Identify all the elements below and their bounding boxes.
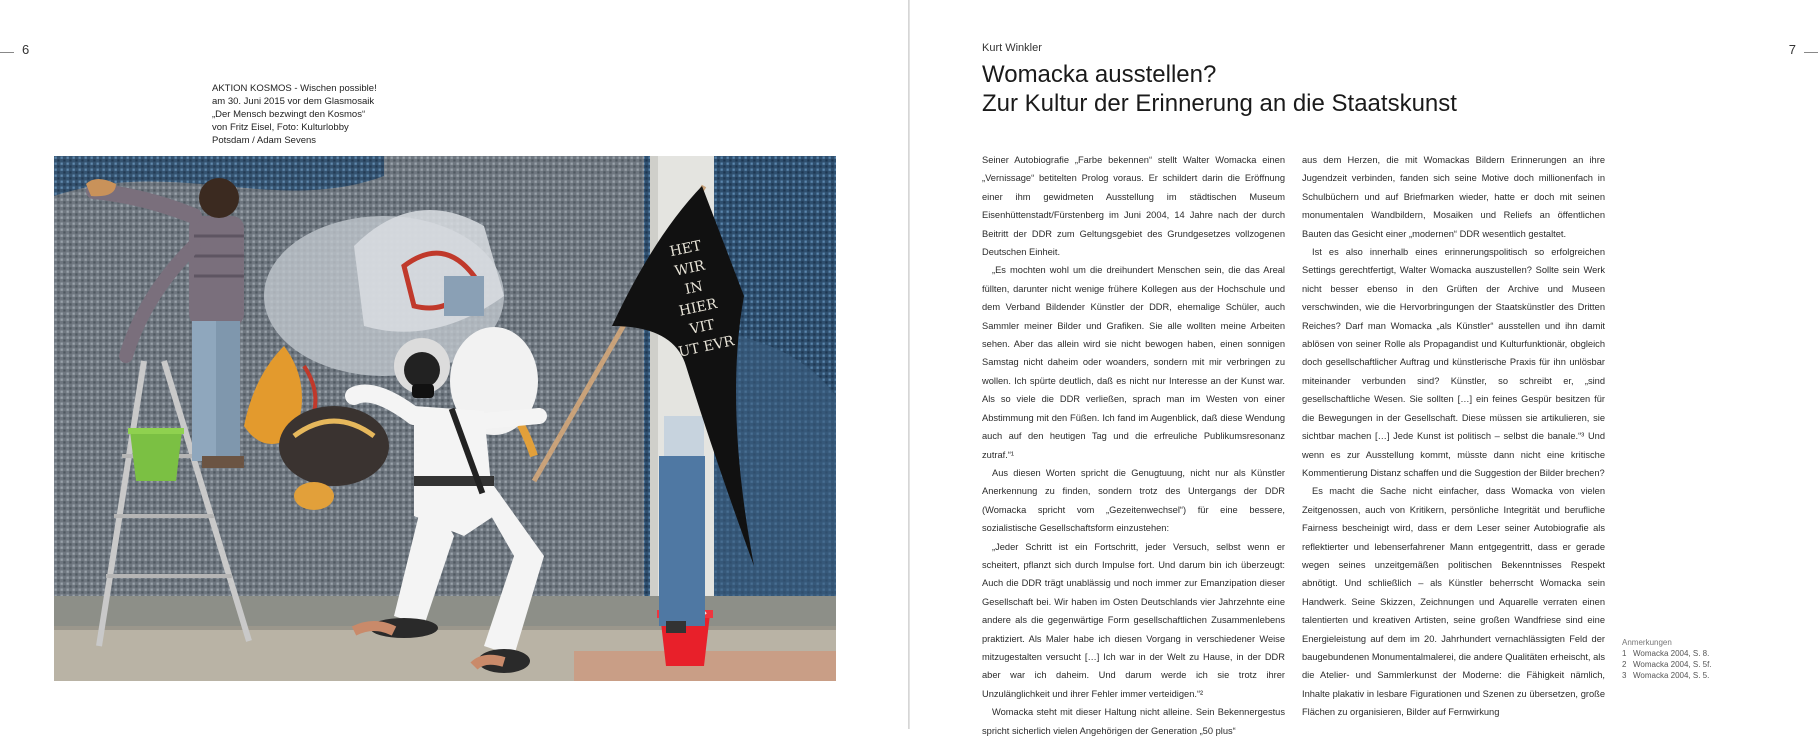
footnote: [1622, 670, 1742, 681]
caption-line: Potsdam / Adam Sevens: [212, 135, 317, 146]
flag-text-line: WIR: [673, 257, 707, 280]
paragraph: Es macht die Sache nicht einfacher, dass Womacka von vielen Zeitgenossen, auch von Kritikern, persönliche Integrität und berufliche Fairness bescheinigt wird, dass er dem Leser seiner Autobiografie als reflektierter und lebenserfahrener Mann entgegentritt, dass er gerade wegen seines unzeitgemäßen politischen Bekenntnisses Respekt abnötigt. Und schließlich – als Künstler beherrscht Womacka sein Handwerk. Seine Skizzen, Zeichnungen und Aquarelle verraten einen talentierten und kreativen Artisten, seine großen Wandfriese sind eine Energieleistung auf dem im 20. Jahrhundert vernachlässigten Feld der baugebundenen Monumentalmalerei, die andere Qualitäten erheischt, als die Atelier- und Sammlerkunst der Moderne: die Fähigkeit nämlich, Inhalte plakativ in lesbare Figurationen und Szenen zu übersetzen, große Flächen zu organisieren, Bilder auf Fernwirkung: [1302, 486, 1605, 718]
footnotes: [1622, 637, 1742, 681]
flag-text-line: IN: [683, 278, 705, 298]
flag-text-line: HET: [668, 237, 703, 261]
footnote-text: Womacka 2004, S. 5f.: [1633, 660, 1712, 669]
footnotes-heading: Anmerkungen: [1622, 638, 1672, 647]
article-title: [982, 60, 1457, 118]
caption-line: von Fritz Eisel, Foto: Kulturlobby: [212, 122, 349, 133]
page-number-left: 6: [22, 42, 30, 57]
caption-line: AKTION KOSMOS - Wischen possible!: [212, 83, 377, 94]
footnote: [1622, 659, 1742, 670]
paragraph: Aus diesen Worten spricht die Genugtuung, nicht nur als Künstler Anerkennung zu finden, sondern trotz des Untergangs der DDR (Womacka spricht vom „Gezeitenwechsel“) für eine bessere, sozialistische Gesellschaftsform einzustehen:: [982, 467, 1285, 534]
title-line-2: Zur Kultur der Erinnerung an die Staatskunst: [982, 90, 1457, 117]
paragraph: „Jeder Schritt ist ein Fortschritt, jeder Versuch, selbst wenn er scheitert, pflanzt sich durch Impulse fort. Und darum bin ich überzeugt: Auch die DDR trägt unablässig und noch immer zur Emanzipation dieser Gesellschaft bei. Wir haben im Osten Deutschlands vier Jahrzehnte eine andere als die gegenwärtige Form gesellschaftlichen Zusammenlebens praktiziert. Als Maler habe ich diesen Vorgang in verschiedener Weise mitzugestalten versucht […] Ich war in der Welt zu Hause, in der DDR aber war ich daheim. Und darum werde ich sie trotz ihrer Unzulänglichkeit und ihrer Fehler immer verteidigen.“²: [982, 541, 1285, 699]
footnote-number: 3: [1622, 671, 1627, 680]
flag-text-line: VIT: [688, 316, 717, 338]
flag-text-line: HIER: [677, 295, 719, 320]
footnote-text: Womacka 2004, S. 5.: [1633, 671, 1710, 680]
footnote-number: 1: [1622, 649, 1627, 658]
paragraph: aus dem Herzen, die mit Womackas Bildern Erinnerungen an ihre Jugendzeit verbinden, fanden sich seine Motive doch millionenfach in Schulbüchern und auf Briefmarken wieder, hatte er doch mit seinen monumentalen Wandbildern, Mosaiken und Reliefs an öffentlichen Bauten das Gesicht einer „modernen“ DDR wesentlich gestaltet.: [1302, 155, 1605, 239]
text-column-1: [982, 151, 1285, 740]
caption-line: am 30. Juni 2015 vor dem Glasmosaik: [212, 96, 375, 107]
paragraph: Womacka steht mit dieser Haltung nicht alleine. Sein Bekennergestus spricht sicherlich vielen Angehörigen der Generation „50 plus“: [982, 707, 1285, 736]
flag-text-line: UT EVR: [677, 333, 736, 361]
page-marker-left: [0, 52, 14, 53]
page-marker-right: [1804, 52, 1818, 53]
footnote-text: Womacka 2004, S. 8.: [1633, 649, 1710, 658]
paragraph: „Es mochten wohl um die dreihundert Menschen sein, die das Areal füllten, darunter nicht wenige frühere Kollegen aus der Hochschule und dem Verband Bildender Künstler der DDR, ehemalige Schüler, auch Sammler meiner Bilder und Grafiken. Sie alle wollten meine Arbeiten sehen. Aber das allein wird sie nicht bewogen haben, einen sonnigen Samstag nicht daheim oder woanders, sondern mit mir verbringen zu wollen. Ich spürte deutlich, daß es nicht nur Interesse an der Kunst war. Als so viele die DDR verließen, sprach man im Westen von einer Abstimmung mit den Füßen. Ich fand im Augenblick, daß diese Wendung auch auf den heutigen Tag und die erfreuliche Publikumsresonanz zutraf.“¹: [982, 265, 1285, 460]
right-page: [910, 0, 1818, 736]
footnote: [1622, 648, 1742, 659]
text-column-2: [1302, 151, 1605, 722]
paragraph: Seiner Autobiografie „Farbe bekennen“ stellt Walter Womacka einen „Vernissage“ betitelten Prolog voraus. Er schildert darin die Eröffnung einer ihm gewidmeten Ausstellung im städtischen Museum Eisenhüttenstadt/Fürstenberg im Juni 2004, 14 Jahre nach der durch Beitritt der DDR zum Geltungsgebiet des Grundgesetzes vollzogenen Deutschen Einheit.: [982, 155, 1285, 258]
author-name: Kurt Winkler: [982, 42, 1042, 54]
title-line-1: Womacka ausstellen?: [982, 61, 1217, 88]
left-page: [0, 0, 908, 729]
caption-line: „Der Mensch bezwingt den Kosmos“: [212, 109, 366, 120]
footnote-number: 2: [1622, 660, 1627, 669]
page-number-right: 7: [1788, 42, 1796, 57]
paragraph: Ist es also innerhalb eines erinnerungspolitisch so erfolgreichen Settings gerechtfertigt, Walter Womacka auszustellen? Sollte sein Werk nicht besser ebenso in den Grüften der Archive und Museen verschwinden, wie die Hervorbringungen der Staatskünstler des Dritten Reiches? Darf man Womacka „als Künstler“ ausstellen und ihn damit ablösen von seiner Rolle als Propagandist und Kulturfunktionär, obgleich doch gesellschaftlicher Auftrag und künstlerische Praxis für ihn unlösbar miteinander verbunden sind? Künstler, so schreibt er, „sind gesellschaftliche Wesen. Sie sollten […] ein feines Gespür besitzen für die Bewegungen in der Gesellschaft. Diese müssen sie artikulieren, sie sichtbar machen […] Jede Kunst ist politisch – selbst die banale.“³ Und wenn es zur Ausstellung kommt, müsste dann nicht eine kritische Kommentierung Distanz schaffen und die Suggestion der Bilder brechen?: [1302, 247, 1605, 478]
mosaic-action-photo: [54, 156, 836, 681]
photo-caption: [212, 82, 382, 147]
